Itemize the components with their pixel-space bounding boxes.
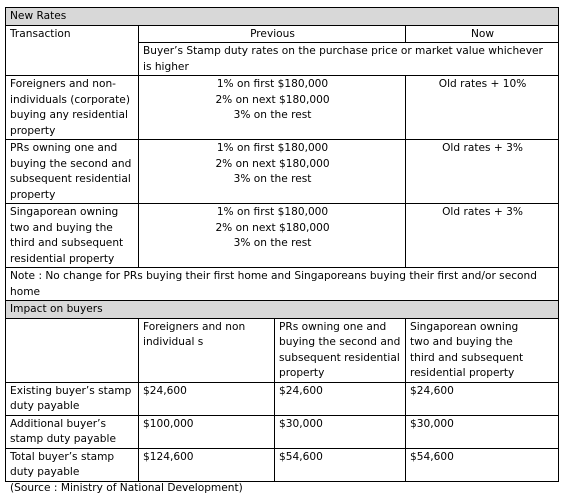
stamp-duty-table (5, 7, 559, 482)
impact-row-existing (6, 382, 559, 415)
impact-column-header-line: Foreigners and non (143, 320, 246, 333)
previous-rate-line: 2% on next $180,000 (215, 157, 330, 170)
impact-column-header-line: buying the second and (279, 336, 401, 348)
impact-row-additional (6, 415, 559, 448)
impact-row-total (6, 448, 559, 481)
impact-row-label-line: stamp duty payable (10, 433, 116, 445)
now-rate-cell: Old rates + 3% (406, 204, 559, 268)
new-rates-header-row (6, 8, 559, 26)
impact-row-label-line: duty payable (10, 466, 80, 478)
note-line: home (10, 285, 41, 298)
impact-value: $24,600 (139, 382, 275, 415)
impact-value: $30,000 (406, 415, 559, 448)
impact-row-label (6, 415, 139, 448)
impact-column-header-line: individual s (143, 336, 204, 348)
now-rate-cell: Old rates + 3% (406, 140, 559, 204)
new-rates-title: New Rates (6, 8, 559, 26)
transaction-line: property (10, 188, 56, 201)
note-row (6, 268, 559, 301)
source-note: (Source : Ministry of National Development) (10, 482, 243, 494)
impact-column-header-line: two and buying the (410, 336, 513, 348)
transaction-cell (6, 140, 139, 204)
now-rate-cell: Old rates + 10% (406, 76, 559, 140)
impact-value: $54,600 (275, 448, 406, 481)
transaction-line: PRs owning one and (10, 142, 118, 154)
rates-basis-line: is higher (143, 60, 189, 73)
previous-rate-line: 1% on first $180,000 (216, 206, 329, 218)
transaction-line: residential property (10, 252, 115, 265)
previous-rate-line: 1% on first $180,000 (216, 78, 329, 90)
stamp-duty-document (5, 7, 558, 482)
impact-column-header-line: third and subsequent (410, 351, 524, 364)
impact-column-header-line: PRs owning one and (279, 320, 387, 333)
rate-row-prs (6, 140, 559, 204)
impact-column-header (406, 318, 559, 382)
rates-basis-line: Buyer’s Stamp duty rates on the purchase price or market value whichever (143, 45, 543, 57)
impact-column-header-line: Singaporean owning (410, 320, 519, 333)
rates-column-header-row (6, 25, 559, 43)
impact-row-label-line: Existing buyer’s stamp (10, 384, 132, 397)
now-header: Now (406, 25, 559, 43)
impact-column-header (139, 318, 275, 382)
transaction-line: property (10, 124, 56, 137)
rate-row-foreigners (6, 76, 559, 140)
impact-column-header (275, 318, 406, 382)
impact-row-label (6, 382, 139, 415)
previous-rate-cell (139, 204, 406, 268)
impact-column-header-line: property (279, 367, 325, 379)
transaction-line: two and buying the (10, 221, 113, 234)
transaction-line: Singaporean owning (10, 206, 119, 218)
impact-title: Impact on buyers (6, 301, 559, 319)
transaction-line: third and subsequent (10, 237, 124, 249)
previous-rate-cell (139, 140, 406, 204)
transaction-line: individuals (corporate) (10, 93, 130, 106)
transaction-line: buying the second and (10, 157, 132, 170)
transaction-cell (6, 76, 139, 140)
impact-row-label (6, 448, 139, 481)
previous-rate-line: 2% on next $180,000 (215, 221, 330, 234)
previous-rate-line: 1% on first $180,000 (216, 142, 329, 154)
impact-column-header-line: residential property (410, 367, 515, 379)
transaction-line: buying any residential (10, 109, 128, 121)
impact-value: $124,600 (139, 448, 275, 481)
impact-row-label-line: duty payable (10, 400, 80, 412)
impact-row-label-line: Total buyer’s stamp (10, 450, 115, 463)
previous-rate-line: 3% on the rest (233, 237, 312, 249)
impact-value: $24,600 (406, 382, 559, 415)
impact-value: $100,000 (139, 415, 275, 448)
transaction-cell (6, 204, 139, 268)
previous-header: Previous (139, 25, 406, 43)
impact-header-row (6, 301, 559, 319)
rates-basis (139, 43, 559, 76)
previous-rate-cell (139, 76, 406, 140)
rate-row-singaporeans (6, 204, 559, 268)
impact-value: $24,600 (275, 382, 406, 415)
impact-column-header-row (6, 318, 559, 382)
transaction-line: Foreigners and non- (10, 78, 117, 90)
previous-rate-line: 3% on the rest (233, 109, 312, 121)
impact-value: $30,000 (275, 415, 406, 448)
previous-rate-line: 2% on next $180,000 (215, 93, 330, 106)
note (6, 268, 559, 301)
transaction-line: subsequent residential (10, 173, 131, 185)
note-line: Note : No change for PRs buying their first home and Singaporeans buying their first and/or second (10, 270, 537, 282)
impact-empty-cell (6, 318, 139, 382)
transaction-header: Transaction (6, 25, 139, 76)
impact-value: $54,600 (406, 448, 559, 481)
previous-rate-line: 3% on the rest (233, 173, 312, 185)
impact-row-label-line: Additional buyer’s (10, 417, 107, 430)
impact-column-header-line: subsequent residential (279, 351, 400, 364)
